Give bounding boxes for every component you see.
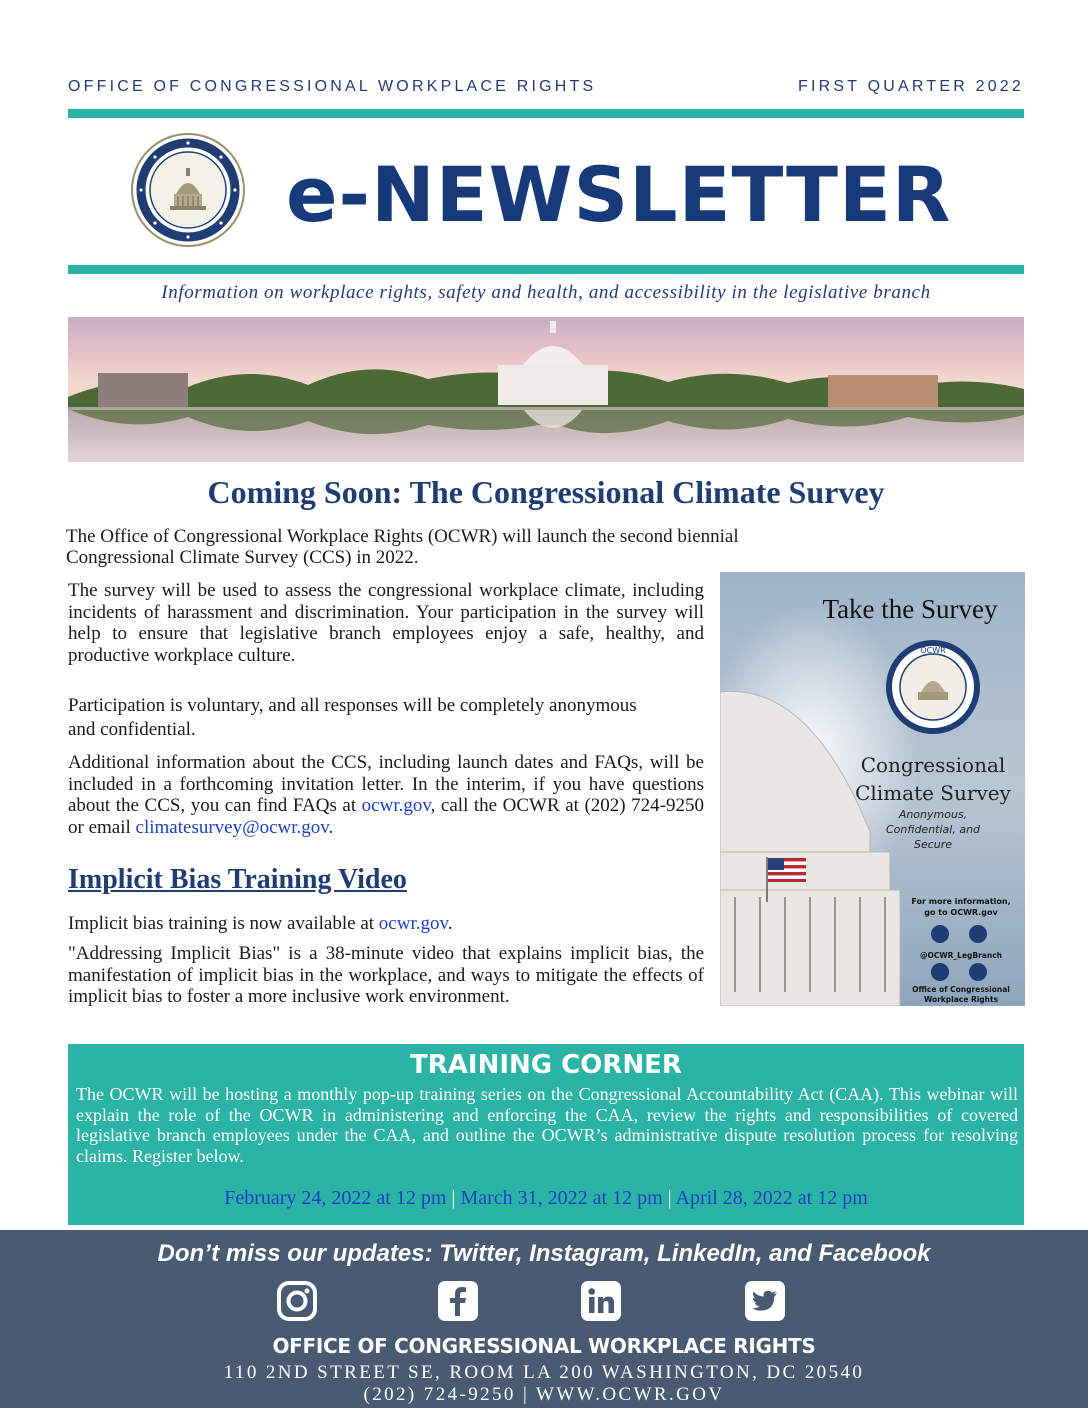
ad-info-1: For more information,: [911, 897, 1011, 906]
twitter-icon[interactable]: [744, 1280, 786, 1322]
ad-linkedin-icon: [969, 963, 987, 981]
ad-title-2: Climate Survey: [855, 781, 1011, 805]
linkedin-icon[interactable]: [580, 1280, 622, 1322]
ad-org-1: Office of Congressional: [912, 985, 1010, 994]
ad-title-1: Congressional: [860, 753, 1006, 777]
ad-twitter-icon: [931, 925, 949, 943]
ad-instagram-icon: [969, 925, 987, 943]
survey-paragraph-3: [68, 752, 704, 838]
tagline: Information on workplace rights, safety and health, and accessibility in the legislative branch: [161, 282, 931, 303]
survey-paragraph-2: Participation is voluntary, and all responses will be completely anonymous and confidential.: [68, 695, 637, 740]
climatesurvey-email-link[interactable]: climatesurvey@ocwr.gov: [135, 816, 329, 838]
ad-sub-3: Secure: [913, 838, 953, 851]
footer-contact[interactable]: (202) 724-9250 | WWW.OCWR.GOV: [363, 1384, 725, 1405]
ad-sub-1: Anonymous,: [898, 808, 968, 821]
ad-seal-text: OCWR: [920, 646, 946, 655]
masthead-org: OFFICE OF CONGRESSIONAL WORKPLACE RIGHTS: [68, 78, 597, 95]
ad-sub-2: Confidential, and: [885, 823, 981, 836]
date-separator: |: [451, 1187, 456, 1209]
article-title-climate-survey: Coming Soon: The Congressional Climate Survey: [207, 474, 885, 510]
p3-text-mid: , call the OCWR at (202) 724-9250 or email: [68, 795, 704, 838]
bias-ocwr-gov-link[interactable]: ocwr.gov: [378, 913, 448, 934]
footer-address: 110 2ND STREET SE, ROOM LA 200 WASHINGTON, DC 20540: [223, 1362, 865, 1383]
footer-org: OFFICE OF CONGRESSIONAL WORKPLACE RIGHTS: [272, 1334, 816, 1358]
training-date-april[interactable]: April 28, 2022 at 12 pm: [675, 1187, 868, 1209]
ad-facebook-icon: [931, 963, 949, 981]
ad-handle: @OCWR_LegBranch: [919, 951, 1003, 960]
article-title-implicit-bias[interactable]: Implicit Bias Training Video: [68, 864, 407, 895]
congress-seal-icon: [130, 132, 246, 248]
training-corner: [68, 1044, 1024, 1225]
take-the-survey-ad[interactable]: [720, 572, 1025, 1006]
training-date-february[interactable]: February 24, 2022 at 12 pm: [224, 1187, 447, 1209]
bias-paragraph-2: "Addressing Implicit Bias" is a 38-minute video that explains implicit bias, the manifestation of implicit bias in the workplace, and ways to mitigate the effects of implicit bias to foster a more inclusive work environment.: [68, 943, 704, 1007]
p3-text-end: .: [328, 816, 334, 838]
capitol-reflection-banner: [68, 317, 1024, 462]
newsletter-title: e-NEWSLETTER: [286, 150, 952, 239]
bias-paragraph-1: [68, 913, 704, 935]
masthead-top: [68, 76, 1024, 98]
footer-message: Don’t miss our updates: Twitter, Instagram, LinkedIn, and Facebook: [157, 1240, 931, 1267]
ocwr-gov-link[interactable]: ocwr.gov: [361, 795, 431, 816]
masthead-issue: FIRST QUARTER 2022: [798, 78, 1024, 95]
bottom-divider: [68, 265, 1024, 274]
bias-p1-text: Implicit bias training is now available at: [68, 913, 379, 934]
training-date-march[interactable]: March 31, 2022 at 12 pm: [460, 1187, 663, 1209]
training-dates: [68, 1187, 1024, 1210]
article-intro: The Office of Congressional Workplace Rights (OCWR) will launch the second biennial Congressional Climate Survey (CCS) in 2022.: [66, 526, 739, 568]
ad-heading: Take the Survey: [822, 594, 998, 624]
instagram-icon[interactable]: [276, 1280, 318, 1322]
survey-paragraph-1: The survey will be used to assess the congressional workplace climate, including incidents of harassment and discrimination. Your participation in the survey will help to ensure that legislative branch employees enjoy a safe, healthy, and productive workplace culture.: [68, 580, 704, 666]
top-divider: [68, 109, 1024, 118]
training-title: TRAINING CORNER: [410, 1050, 682, 1080]
training-body: The OCWR will be hosting a monthly pop-up training series on the Congressional Accountability Act (CAA). This webinar will explain the role of the OCWR in administering and enforcing the CAA, review the rights and responsibilities of covered legislative branch employees under the CAA, and outline the OCWR’s administrative dispute resolution process for resolving claims. Register below.: [76, 1084, 1018, 1166]
p3-text-start: Additional information about the CCS, including launch dates and FAQs, will be included in a forthcoming invitation letter. In the interim, if you have questions about the CCS, you can find FAQs at: [68, 752, 704, 816]
footer: [0, 1230, 1088, 1408]
bias-p1-end: .: [447, 913, 453, 934]
date-separator: |: [667, 1187, 672, 1209]
ad-info-2: go to OCWR.gov: [924, 908, 998, 917]
ad-org-2: Workplace Rights: [923, 995, 999, 1004]
facebook-icon[interactable]: [437, 1280, 479, 1322]
